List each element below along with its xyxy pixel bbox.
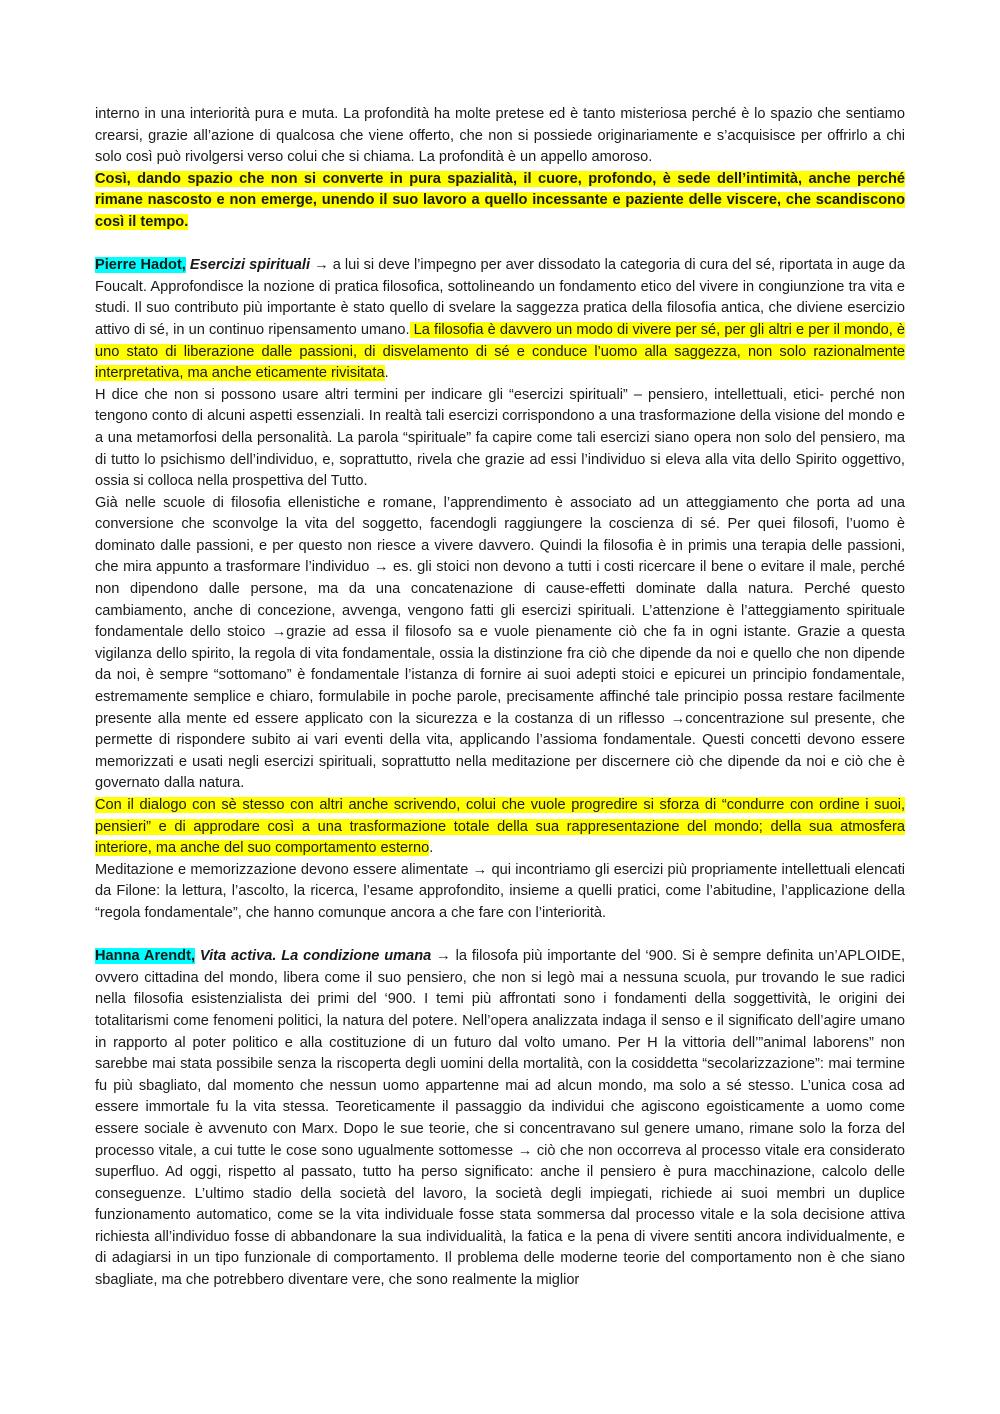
paragraph-hadot: Pierre Hadot, Esercizi spirituali → a lui si deve l’impegno per aver dissodato la categoria di cura del sé, riportata in auge da Foucalt. Approfondisce la nozione di pratica filosofica, sottolineando un fondamento etico del vivere in congiunzione tra vita e studi. Il suo contributo più importante è stato quello di svelare la saggezza pratica della filosofia antica, che diviene esercizio attivo di sé, in un continuo ripensamento umano. La filosofia è davvero un modo di vivere per sé, per gli altri e per il mondo, è uno stato di liberazione dalle passioni, di disvelamento di sé e conduce l’uomo alla saggezza, non solo razionalmente interpretativa, ma anche eticamente rivisitata. bbox=[95, 257, 905, 382]
arrow-icon: → bbox=[373, 559, 389, 576]
paragraph-esercizi: H dice che non si possono usare altri termini per indicare gli “esercizi spirituali” – pensiero, intellettuali, etici- perché non tengono conto di alcuni aspetti essenziali. In realtà tali esercizi corrispondono a una trasformazione della visione del mondo e a una metamorfosi della personalità. La parola “spirituale” fa capire come tali esercizi siano opera non solo del pensiero, ma di tutto lo psichismo dell’individuo, e, soprattutto, rivela che grazie ad essi l’individuo si eleva alla vita dello Spirito oggettivo, ossia si colloca nella prospettiva del Tutto. bbox=[95, 386, 905, 490]
arrow-icon: → bbox=[271, 624, 287, 641]
author-name-arendt: Hanna Arendt, bbox=[95, 948, 196, 965]
document-page bbox=[95, 104, 905, 1292]
author-name-hadot: Pierre Hadot, bbox=[95, 257, 186, 274]
paragraph-scuole-ellenistiche: Già nelle scuole di filosofia ellenistiche e romane, l’apprendimento è associato ad un atteggiamento che porta ad una conversione che sconvolge la vita del soggetto, facendogli raggiungere la coscienza di sé. Per quei filosofi, l’uomo è dominato dalle passioni, e per questo non riesce a vivere davvero. Quindi la filosofia è in primis una terapia delle passioni, che mira appunto a trasformare l’individuo → es. gli stoici non devono a tutti i costi ricercare il bene o evitare il male, perché non dipendono dalle persone, ma da una concatenazione di cause-effetti dominate dalla natura. Perché questo cambiamento, anche di concezione, avvenga, vengono fatti gli esercizi spirituali. L’attenzione è l’atteggiamento spirituale fondamentale dello stoico →grazie ad essa il filosofo sa e vuole pienamente ciò che fa in ogni istante. Grazie a questa vigilanza dello spirito, la regola di vita fondamentale, ossia la distinzione fra ciò che dipende da noi e quello che non dipende da noi, è sempre “sottomano” è fondamentale l’istanza di fornire ai suoi adepti stoici e epicurei un principio fondamentale, estremamente semplice e chiaro, formulabile in poche parole, precisamente affinché tale principio possa restare facilmente presente alla mente ed essere applicato con la sicurezza e la costanza di un riflesso →concentrazione sul presente, che permette di rispondere subito ai vari eventi della vita, applicando l’assioma fondamentale. Questi concetti devono essere memorizzati e usati negli esercizi spirituali, soprattutto nella meditazione per discernere ciò che dipende da noi e ciò che è governato dalla natura. bbox=[95, 494, 906, 792]
arrow-icon: → bbox=[517, 1142, 533, 1159]
highlighted-text: Con il dialogo con sè stesso con altri anche scrivendo, colui che vuole progredire si sforza di “condurre con ordine i suoi, pensieri” e di approdare così a una trasformazione totale della sua rappresentazione del mondo; della sua atmosfera interiore, ma anche del suo comportamento esterno bbox=[95, 797, 905, 857]
paragraph-dialogo: Con il dialogo con sè stesso con altri anche scrivendo, colui che vuole progredire si sforza di “condurre con ordine i suoi, pensieri” e di approdare così a una trasformazione totale della sua rappresentazione del mondo; della sua atmosfera interiore, ma anche del suo comportamento esterno. bbox=[95, 797, 905, 857]
paragraph-gap bbox=[95, 234, 905, 256]
arrow-icon: → bbox=[670, 710, 686, 727]
paragraph-gap bbox=[95, 925, 905, 947]
paragraph-cuore bbox=[95, 169, 905, 234]
highlighted-text: La filosofia è davvero un modo di vivere per sé, per gli altri e per il mondo, è uno stato di liberazione dalle passioni, di disvelamento di sé e conduce l’uomo alla saggezza, non solo razionalmente interpretativa, ma anche eticamente rivisitata bbox=[95, 321, 905, 382]
highlighted-text: Così, dando spazio che non si converte in pura spazialità, il cuore, profondo, è sede dell’intimità, anche perché rimane nascosto e non emerge, unendo il suo lavoro a quello incessante e paziente delle viscere, che scandiscono così il tempo. bbox=[95, 170, 905, 230]
arrow-icon: → bbox=[472, 861, 488, 878]
paragraph-meditazione: Meditazione e memorizzazione devono essere alimentate → qui incontriamo gli esercizi più propriamente intellettuali elencati da Filone: la lettura, l’ascolto, la ricerca, l’esame approfondito, insieme a quelli pratici, come l’abitudine, l’applicazione della “regola fondamentale”, che hanno comunque ancora a che fare con l’interiorità. bbox=[95, 861, 905, 921]
work-title-hadot: Esercizi spirituali bbox=[185, 257, 315, 274]
arrow-icon: → bbox=[314, 257, 329, 274]
arrow-icon: → bbox=[436, 948, 451, 965]
work-title-arendt: Vita activa. La condizione umana bbox=[195, 948, 437, 965]
paragraph-profondita: interno in una interiorità pura e muta. La profondità ha molte pretese ed è tanto misteriosa perché è lo spazio che sentiamo crearsi, grazie all’azione di qualcosa che viene offerto, che non si possiede originariamente e s’acquisisce per offrirlo a chi solo così può rivolgersi verso colui che si chiama. La profondità è un appello amoroso. bbox=[95, 106, 905, 166]
paragraph-arendt: Hanna Arendt, Vita activa. La condizione umana → la filosofa più importante del ‘900. Si è sempre definita un’APLOIDE, ovvero cittadina del mondo, libera come il suo pensiero, che non si legò mai a nessuna scuola, pur trovando le sue radici nella filosofia esistenzialista dei primi del ‘900. I temi più affrontati sono i fondamenti della soggettività, le origini dei totalitarismi come fenomeni politici, la natura del potere. Nell’opera analizzata indaga il senso e il significato dell’agire umano in rapporto al poter politico e alla costituzione di un futuro dal volto umano. Per H la vittoria dell’”animal laborens” non sarebbe mai stata possibile senza la riscoperta degli uomini della mortalità, con la cosiddetta “secolarizzazione”: mai termine fu più sbagliato, dal momento che nessun uomo appartenne mai ad alcun mondo, ma solo a sé stesso. L’unica cosa ad essere immortale fu la vita stessa. Teoreticamente il passaggio da individui che agiscono egoisticamente a uomo come essere sociale è avvenuto con Marx. Dopo le sue teorie, che si concentravano sul genere umano, rimane solo la forza del processo vitale, a cui tutte le cose sono ugualmente sottomesse → ciò che non occorreva al processo vitale era considerato superfluo. Ad oggi, rispetto al passato, tutto ha perso significato: anche il pensiero è pura macchinazione, calcolo delle conseguenze. L’ultimo stadio della società del lavoro, la società degli impiegati, richiede ai suoi membri un duplice funzionamento automatico, come se la vita individuale fosse stata sommersa dal processo vitale e la sola decisione attiva richiesta all’individuo fosse di abbandonare la sua individualità, la fatica e la pena di vivere sentiti ancora individualmente, e di adagiarsi in un tipo funzionale di comportamento. Il problema delle moderne teorie del comportamento non è che siano sbagliate, ma che potrebbero diventare vere, che sono realmente la miglior bbox=[95, 948, 905, 1289]
